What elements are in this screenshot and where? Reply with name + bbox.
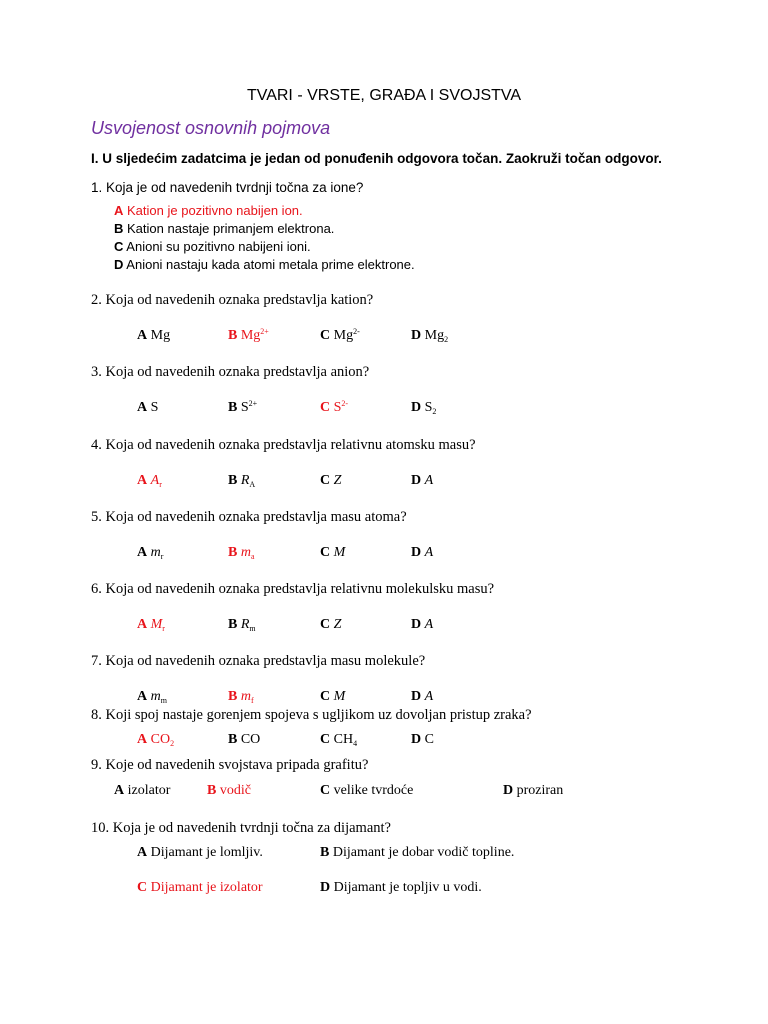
option-letter: D: [411, 545, 422, 560]
q4-option-c: [320, 473, 341, 489]
q5-option-d: [411, 545, 433, 561]
q10-option-a: [137, 845, 263, 861]
question-6: 6. Koja od navedenih oznaka predstavlja relativnu molekulsku masu?: [91, 581, 495, 597]
q1-option-a: [114, 203, 303, 218]
option-letter: B: [228, 400, 238, 415]
q3-option-a: [137, 400, 158, 416]
q4-option-d: [411, 473, 433, 489]
option-letter: B: [114, 221, 124, 236]
option-charge: 2-: [353, 327, 360, 336]
option-symbol: R: [240, 473, 250, 488]
question-7: 7. Koja od navedenih oznaka predstavlja masu molekule?: [91, 653, 426, 669]
option-subscript: r: [160, 552, 164, 561]
option-text: proziran: [516, 783, 564, 798]
q7-option-b: [228, 689, 254, 705]
option-formula: CH: [333, 732, 354, 747]
option-charge: 2+: [260, 327, 269, 336]
option-symbol: S: [424, 400, 433, 415]
q5-option-c: [320, 545, 345, 561]
option-symbol: M: [333, 545, 346, 560]
option-letter: A: [137, 545, 148, 560]
q8-option-b: [228, 732, 260, 748]
option-letter: D: [114, 257, 124, 272]
option-symbol: A: [424, 617, 434, 632]
question-9: 9. Koje od navedenih svojstava pripada grafitu?: [91, 757, 369, 773]
option-symbol: A: [150, 473, 160, 488]
q2-option-d: [411, 328, 448, 344]
option-text: Kation je pozitivno nabijen ion.: [127, 203, 303, 218]
q4-option-a: [137, 473, 162, 489]
option-symbol: Mg: [424, 328, 445, 343]
option-letter: D: [320, 880, 331, 895]
option-subscript: f: [250, 696, 254, 705]
option-symbol: Mg: [150, 328, 171, 343]
option-symbol: M: [333, 689, 346, 704]
option-letter: A: [137, 689, 148, 704]
option-subscript: a: [250, 552, 255, 561]
q8-option-c: [320, 732, 357, 748]
q7-option-a: [137, 689, 167, 705]
q9-option-c: [320, 783, 413, 799]
option-letter: A: [137, 400, 148, 415]
option-letter: A: [114, 203, 124, 218]
option-formula: C: [424, 732, 434, 747]
option-formula: CO: [150, 732, 171, 747]
option-letter: A: [137, 845, 148, 860]
option-subscript: 4: [353, 739, 358, 748]
option-symbol: m: [240, 545, 251, 560]
option-text: Dijamant je izolator: [150, 880, 263, 895]
option-subscript: 2: [432, 407, 437, 416]
q4-option-b: [228, 473, 255, 489]
q6-option-c: [320, 617, 341, 633]
option-text: Dijamant je dobar vodič topline.: [332, 845, 515, 860]
option-symbol: R: [240, 617, 250, 632]
option-symbol: A: [424, 689, 434, 704]
instruction: I. U sljedećim zadatcima je jedan od ponuđenih odgovora točan. Zaokruži točan odgovor.: [91, 151, 662, 166]
option-letter: D: [411, 617, 422, 632]
option-symbol: S: [150, 400, 159, 415]
option-symbol: A: [424, 545, 434, 560]
q9-option-a: [114, 783, 170, 799]
option-subscript: m: [249, 624, 256, 633]
option-letter: C: [320, 400, 331, 415]
option-charge: 2+: [248, 399, 258, 408]
option-letter: B: [228, 732, 238, 747]
option-symbol: Z: [333, 617, 342, 632]
option-symbol: S: [240, 400, 249, 415]
option-symbol: Z: [333, 473, 342, 488]
q1-option-d: [114, 257, 415, 272]
option-letter: D: [411, 689, 422, 704]
q9-option-d: [503, 783, 563, 799]
option-letter: C: [114, 239, 124, 254]
q10-option-b: [320, 845, 514, 861]
option-subscript: r: [159, 480, 162, 489]
option-letter: B: [207, 783, 217, 798]
section-subtitle: Usvojenost osnovnih pojmova: [91, 118, 331, 138]
q6-option-d: [411, 617, 433, 633]
option-text: izolator: [127, 783, 171, 798]
option-letter: C: [320, 328, 331, 343]
option-text: Kation nastaje primanjem elektrona.: [127, 221, 335, 236]
option-text: Dijamant je topljiv u vodi.: [333, 880, 482, 895]
q7-option-c: [320, 689, 345, 705]
q2-option-b: [228, 328, 269, 344]
option-subscript: r: [162, 624, 165, 633]
option-text: vodič: [219, 783, 251, 798]
option-letter: B: [228, 545, 238, 560]
question-10: 10. Koja je od navedenih tvrdnji točna za dijamant?: [91, 820, 391, 836]
question-2: 2. Koja od navedenih oznaka predstavlja kation?: [91, 292, 374, 308]
q6-option-a: [137, 617, 165, 633]
option-letter: B: [228, 617, 238, 632]
q2-option-a: [137, 328, 170, 344]
question-5: 5. Koja od navedenih oznaka predstavlja masu atoma?: [91, 509, 407, 525]
q3-option-c: [320, 400, 348, 416]
q7-option-d: [411, 689, 433, 705]
option-letter: C: [320, 783, 331, 798]
option-formula: CO: [240, 732, 261, 747]
option-letter: D: [411, 473, 422, 488]
option-symbol: m: [150, 545, 161, 560]
option-subscript: 2: [444, 335, 449, 344]
option-subscript: m: [160, 696, 167, 705]
option-letter: C: [320, 689, 331, 704]
q6-option-b: [228, 617, 256, 633]
option-letter: A: [137, 617, 148, 632]
option-letter: C: [320, 732, 331, 747]
option-subscript: 2: [170, 739, 175, 748]
q8-option-d: [411, 732, 434, 748]
option-letter: C: [320, 545, 331, 560]
option-text: Anioni su pozitivno nabijeni ioni.: [126, 239, 311, 254]
q2-option-c: [320, 328, 360, 344]
option-letter: B: [228, 473, 238, 488]
page-title: TVARI - VRSTE, GRAĐA I SVOJSTVA: [246, 87, 522, 104]
option-text: velike tvrdoće: [333, 783, 414, 798]
q8-option-a: [137, 732, 174, 748]
question-3: 3. Koja od navedenih oznaka predstavlja anion?: [91, 364, 370, 380]
option-letter: A: [114, 783, 125, 798]
option-letter: C: [137, 880, 148, 895]
q3-option-d: [411, 400, 436, 416]
option-symbol: Mg: [240, 328, 261, 343]
q3-option-b: [228, 400, 257, 416]
q1-option-c: [114, 239, 311, 254]
option-text: Dijamant je lomljiv.: [150, 845, 263, 860]
option-symbol: m: [150, 689, 161, 704]
q9-option-b: [207, 783, 251, 799]
option-symbol: S: [333, 400, 342, 415]
question-8: 8. Koji spoj nastaje gorenjem spojeva s ugljikom uz dovoljan pristup zraka?: [91, 707, 532, 723]
option-letter: B: [228, 328, 238, 343]
option-symbol: Mg: [333, 328, 354, 343]
option-symbol: A: [424, 473, 434, 488]
question-4: 4. Koja od navedenih oznaka predstavlja relativnu atomsku masu?: [91, 437, 476, 453]
option-text: Anioni nastaju kada atomi metala prime elektrone.: [126, 257, 415, 272]
option-letter: C: [320, 473, 331, 488]
q5-option-b: [228, 545, 255, 561]
option-letter: B: [320, 845, 330, 860]
q1-option-b: [114, 221, 334, 236]
option-letter: D: [411, 400, 422, 415]
option-letter: A: [137, 732, 148, 747]
option-letter: D: [411, 328, 422, 343]
option-letter: B: [228, 689, 238, 704]
option-subscript: A: [249, 480, 256, 489]
option-symbol: m: [240, 689, 251, 704]
option-letter: D: [411, 732, 422, 747]
option-symbol: M: [150, 617, 163, 632]
option-charge: 2-: [341, 399, 349, 408]
option-letter: C: [320, 617, 331, 632]
option-letter: A: [137, 328, 148, 343]
question-1: 1. Koja je od navedenih tvrdnji točna za ione?: [91, 180, 364, 195]
q10-option-c: [137, 880, 263, 896]
q10-option-d: [320, 880, 482, 896]
option-letter: A: [137, 473, 148, 488]
q5-option-a: [137, 545, 163, 561]
option-letter: D: [503, 783, 514, 798]
